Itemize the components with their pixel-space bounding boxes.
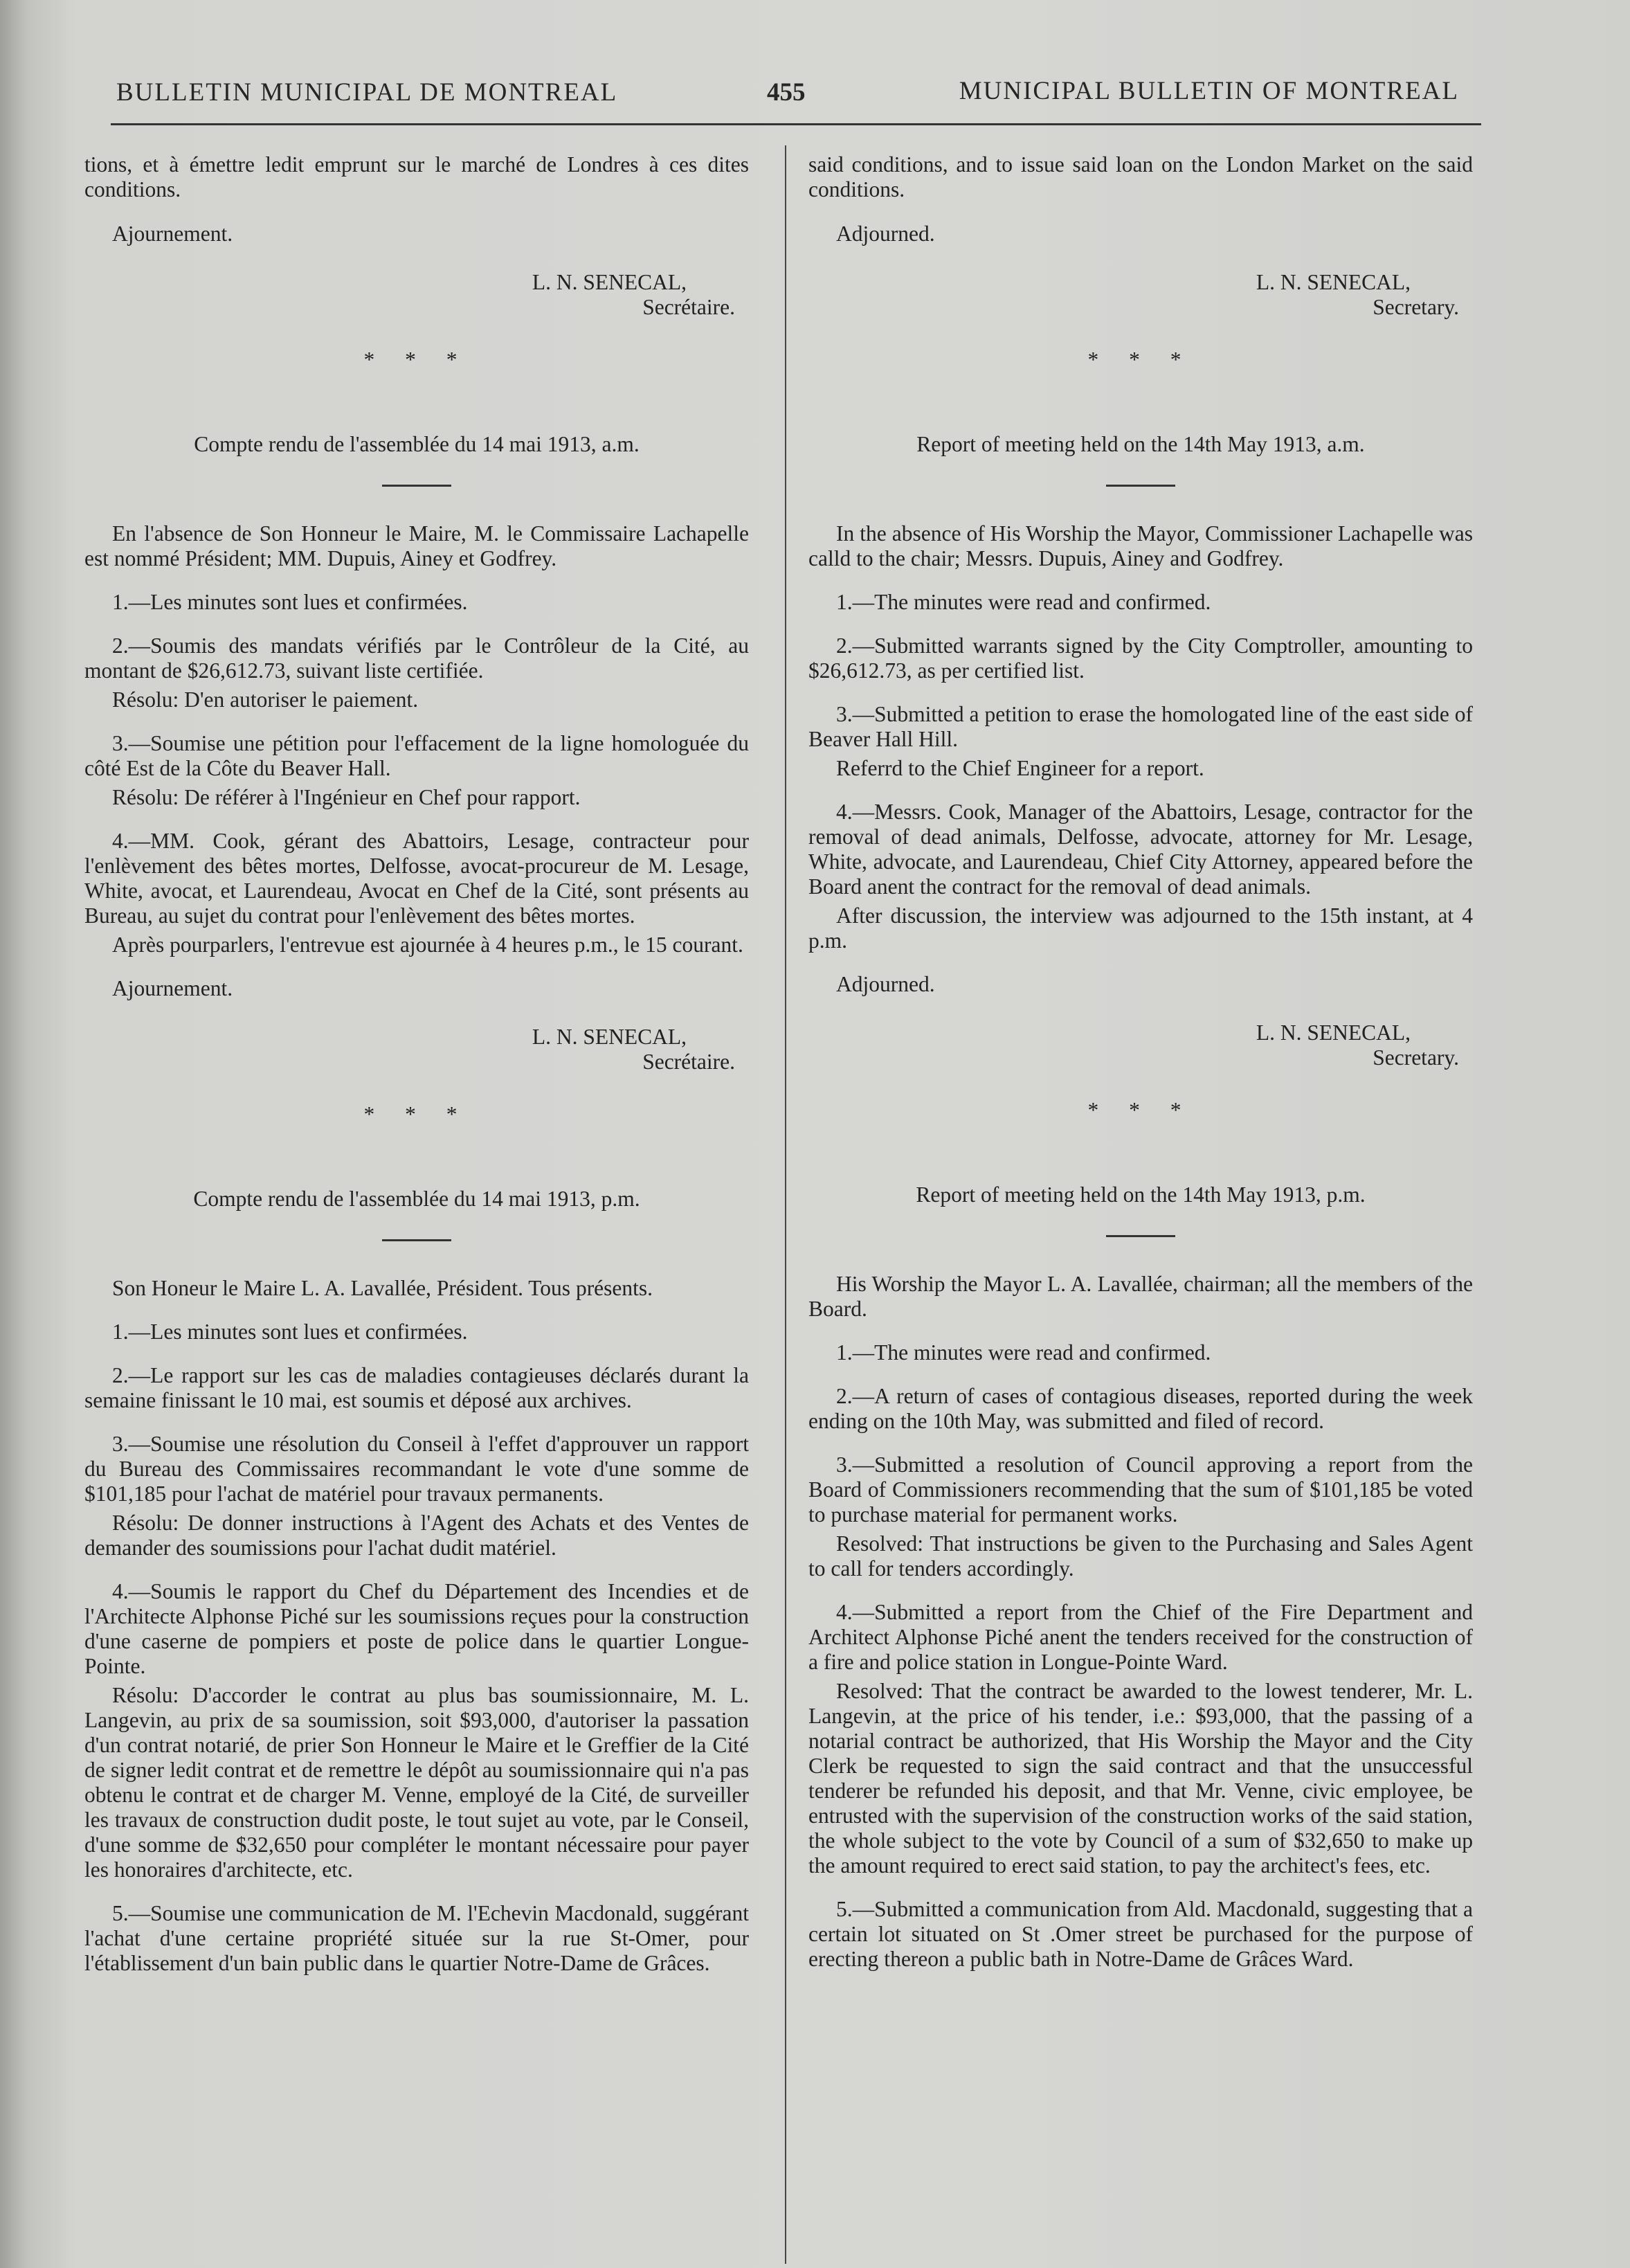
fr-adjourn-1: Ajournement.	[112, 222, 233, 246]
fr-pm-p5-resolution: Résolu: D'accorder le contrat au plus bas soumissionnaire, M. L. Langevin, au prix de sa soumission, soit $93,000, d'autoriser la passation d'un contrat notarié, de prier Son Honneur le Maire et le Greffier de la Cité de signer ledit contrat et de remettre le dépôt au soumissionnaire qui n'a pas obtenu le contrat et de charger M. Venne, employé de la Cité, de surveiller les travaux de construction dudit poste, le tout sujet au vote, par le Conseil, d'une somme de $32,650 pour compléter le montant nécessaire pour payer les honoraires d'architecte, etc.	[84, 1683, 749, 1882]
english-column	[808, 152, 1473, 1990]
fr-pm-p6: 5.—Soumise une communication de M. l'Echevin Macdonald, suggérant l'achat d'une certaine propriété située sur la rue St-Omer, pour l'établissement d'un bain public dans le quartier Notre-Dame de Grâces.	[84, 1901, 749, 1975]
en-pm-p3: 2.—A return of cases of contagious diseases, reported during the week ending on the 10th May, was submitted and filed of record.	[808, 1384, 1473, 1433]
fr-separator-am	[382, 485, 451, 487]
column-divider	[785, 145, 786, 2264]
page-number: 455	[767, 78, 806, 107]
en-am-p5: 4.—Messrs. Cook, Manager of the Abattoirs, Lesage, contractor for the removal of dead animals, Delfosse, advocate, attorney for Mr. Lesage, White, advocate, and Laurendeau, Chief City Attorney, appeared before the Board anent the contract for the removal of dead animals.	[808, 800, 1473, 899]
en-pm-p1: His Worship the Mayor L. A. Lavallée, chairman; all the members of the Board.	[808, 1272, 1473, 1321]
page-header	[111, 72, 1495, 114]
header-english-title: MUNICIPAL BULLETIN OF MONTREAL	[959, 77, 1459, 105]
fr-pm-p5: 4.—Soumis le rapport du Chef du Département des Incendies et de l'Architecte Alphonse Piché sur les soumissions reçues pour la construction d'une caserne de pompiers et poste de police dans le quartier Longue-Pointe.	[84, 1579, 749, 1678]
en-title-pm: Report of meeting held on the 14th May 1913, p.m.	[916, 1182, 1366, 1207]
en-pm-p4-resolution: Resolved: That instructions be given to the Purchasing and Sales Agent to call for tenders accordingly.	[808, 1531, 1473, 1581]
en-pm-p5-resolution: Resolved: That the contract be awarded to the lowest tenderer, Mr. L. Langevin, at the price of his tender, i.e.: $93,000, that the passing of a notarial contract be authorized, that His Worship the Mayor and the City Clerk be requested to sign the said contract and that the unsuccessful tenderer be refunded his deposit, and that Mr. Venne, civic employee, be entrusted with the supervision of the construction works of the said station, the whole subject to the vote by Council of a sum of $32,650 to make up the amount required to erect said station, to pay the architect's fees, etc.	[808, 1679, 1473, 1878]
fr-separator-pm	[382, 1239, 451, 1241]
fr-am-p3: 2.—Soumis des mandats vérifiés par le Contrôleur de la Cité, au montant de $26,612.73, suivant liste certifiée.	[84, 633, 749, 683]
en-pm-p5: 4.—Submitted a report from the Chief of the Fire Department and Architect Alphonse Piché anent the tenders received for the construction of a fire and police station in Longue-Pointe Ward.	[808, 1600, 1473, 1674]
fr-pm-p1: Son Honeur le Maire L. A. Lavallée, Président. Tous présents.	[112, 1276, 653, 1300]
french-column	[84, 152, 749, 1995]
en-separator-pm	[1106, 1235, 1175, 1237]
en-intro: said conditions, and to issue said loan on the London Market on the said conditions.	[808, 152, 1473, 201]
fr-sig2-role: Secrétaire.	[642, 1050, 735, 1074]
fr-sig2-name: L. N. SENECAL,	[532, 1025, 687, 1049]
en-sig1-name: L. N. SENECAL,	[1256, 270, 1411, 294]
en-am-p4-resolution: Referrd to the Chief Engineer for a report.	[836, 756, 1204, 780]
fr-sig1-role: Secrétaire.	[642, 295, 735, 319]
fr-signature-2	[84, 1025, 749, 1074]
fr-pm-p2: 1.—Les minutes sont lues et confirmées.	[112, 1320, 468, 1344]
fr-adjourn-2: Ajournement.	[112, 976, 233, 1000]
en-sig1-role: Secretary.	[1373, 295, 1459, 319]
fr-stars-1: * * *	[363, 348, 470, 372]
en-am-p1: In the absence of His Worship the Mayor, Commissioner Lachapelle was calld to the chair; Messrs. Dupuis, Ainey and Godfrey.	[808, 521, 1473, 570]
fr-title-am: Compte rendu de l'assemblée du 14 mai 1913, a.m.	[194, 432, 640, 456]
header-rule	[111, 123, 1481, 125]
en-am-p3: 2.—Submitted warrants signed by the City Comptroller, amounting to $26,612.73, as per certified list.	[808, 633, 1473, 683]
fr-title-pm: Compte rendu de l'assemblée du 14 mai 1913, p.m.	[193, 1187, 640, 1211]
en-signature-2	[808, 1020, 1473, 1070]
en-signature-1	[808, 270, 1473, 320]
en-am-p2: 1.—The minutes were read and confirmed.	[836, 590, 1211, 614]
fr-am-p3-resolution: Résolu: D'en autoriser le paiement.	[112, 687, 419, 712]
fr-pm-p3: 2.—Le rapport sur les cas de maladies contagieuses déclarés durant la semaine finissant le 10 mai, est soumis et déposé aux archives.	[84, 1363, 749, 1412]
en-am-p4: 3.—Submitted a petition to erase the homologated line of the east side of Beaver Hall Hill.	[808, 702, 1473, 751]
en-stars-2: * * *	[1087, 1098, 1194, 1122]
en-separator-am	[1106, 485, 1175, 487]
fr-am-p1: En l'absence de Son Honneur le Maire, M. le Commissaire Lachapelle est nommé Président; MM. Dupuis, Ainey et Godfrey.	[84, 521, 749, 570]
fr-signature-1	[84, 270, 749, 320]
fr-pm-p4: 3.—Soumise une résolution du Conseil à l'effet d'approuver un rapport du Bureau des Commissaires recommandant le vote d'une somme de $101,185 pour l'achat de matériel pour travaux permanents.	[84, 1432, 749, 1506]
fr-am-p4: 3.—Soumise une pétition pour l'effacement de la ligne homologuée du côté Est de la Côte du Beaver Hall.	[84, 731, 749, 780]
fr-am-p4-resolution: Résolu: De référer à l'Ingénieur en Chef pour rapport.	[112, 785, 581, 809]
en-pm-p4: 3.—Submitted a resolution of Council approving a report from the Board of Commissioners recommending that the sum of $101,185 be voted to purchase material for permanent works.	[808, 1452, 1473, 1527]
fr-sig1-name: L. N. SENECAL,	[532, 270, 687, 294]
fr-am-p5: 4.—MM. Cook, gérant des Abattoirs, Lesage, contracteur pour l'enlèvement des bêtes mortes, Delfosse, avocat-procureur de M. Lesage, White, avocat, et Laurendeau, Avocat en Chef de la Cité, sont présents au Bureau, au sujet du contrat pour l'enlèvement des bêtes mortes.	[84, 829, 749, 928]
fr-stars-2: * * *	[363, 1102, 470, 1126]
en-am-p5-followup: After discussion, the interview was adjourned to the 15th instant, at 4 p.m.	[808, 903, 1473, 953]
fr-am-p2: 1.—Les minutes sont lues et confirmées.	[112, 590, 468, 614]
fr-am-p5-followup: Après pourparlers, l'entrevue est ajournée à 4 heures p.m., le 15 courant.	[112, 933, 743, 957]
en-title-am: Report of meeting held on the 14th May 1913, a.m.	[916, 432, 1365, 456]
en-sig2-name: L. N. SENECAL,	[1256, 1020, 1411, 1045]
en-sig2-role: Secretary.	[1373, 1045, 1459, 1070]
en-pm-p2: 1.—The minutes were read and confirmed.	[836, 1340, 1211, 1365]
en-adjourn-1: Adjourned.	[836, 222, 935, 246]
en-stars-1: * * *	[1087, 348, 1194, 372]
fr-pm-p4-resolution: Résolu: De donner instructions à l'Agent des Achats et des Ventes de demander des soumissions pour l'achat dudit matériel.	[84, 1511, 749, 1560]
en-pm-p6: 5.—Submitted a communication from Ald. Macdonald, suggesting that a certain lot situated on St .Omer street be purchased for the purpose of erecting thereon a public bath in Notre-Dame de Grâces Ward.	[808, 1897, 1473, 1971]
en-adjourn-2: Adjourned.	[836, 972, 935, 996]
header-french-title: BULLETIN MUNICIPAL DE MONTREAL	[116, 78, 618, 107]
fr-intro: tions, et à émettre ledit emprunt sur le marché de Londres à ces dites conditions.	[84, 152, 749, 201]
